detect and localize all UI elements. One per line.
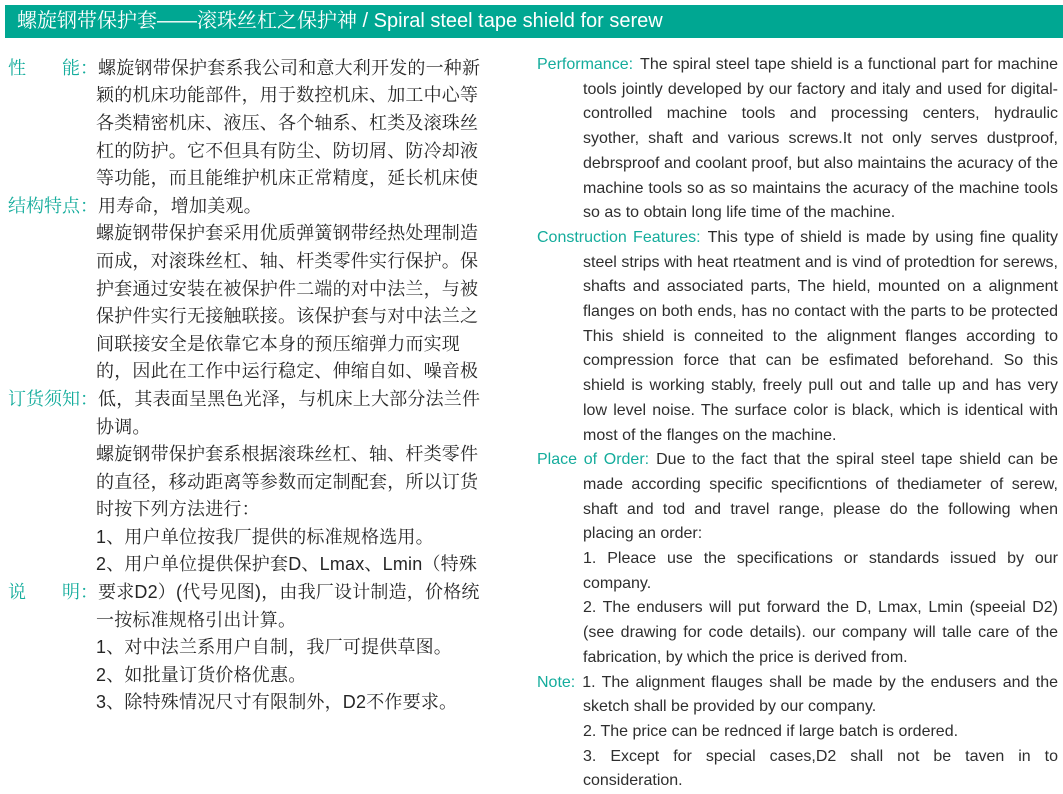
zh-text-line [8, 329, 505, 357]
zh-line-text: 间联接安全是依靠它本身的预压缩弹力而实现 [96, 333, 460, 354]
zh-text-line [8, 108, 505, 136]
zh-text-line [8, 522, 505, 550]
en-paragraph-performance [537, 53, 1058, 226]
en-paragraph-text: Due to the fact that the spiral steel tape shield can be made according specific specificntions of thediameter of serew, shaft and tod and travel range, please do the following when placing an order: [583, 451, 1058, 543]
zh-text-line [8, 219, 505, 247]
zh-text-line [8, 660, 505, 688]
zh-section-label: 说 明： [8, 582, 98, 603]
zh-line-text: 螺旋钢带保护套采用优质弹簧钢带经热处理制造 [96, 223, 479, 244]
zh-line-text: 1、对中法兰系用户自制，我厂可提供草图。 [96, 637, 453, 658]
en-note-item: 3. Except for special cases,D2 shall not be taven in to consideration. [583, 747, 1058, 790]
en-order-item: 2. The endusers will put forward the D, Lmax, Lmin (speeial D2) (see drawing for code details). our company will talle care of the fabrication, by which the price is derived from. [583, 599, 1058, 666]
zh-line-text: 各类精密机床、液压、各个轴系、杠类及滚珠丝 [96, 112, 479, 133]
zh-text-line [8, 163, 505, 191]
zh-line-text: 的，因此在工作中运行稳定、伸缩自如、噪音极 [96, 361, 479, 382]
english-column [505, 53, 1063, 790]
en-note-item: 2. The price can be rednced if large batch is ordered. [583, 722, 959, 740]
zh-line-text: 1、用户单位按我厂提供的标准规格选用。 [96, 526, 434, 547]
zh-text-line [8, 81, 505, 109]
zh-text-line [8, 577, 505, 605]
zh-section-label: 结构特点： [8, 195, 98, 216]
en-paragraph-body [537, 448, 1058, 547]
zh-line-text: 螺旋钢带保护套系根据滚珠丝杠、轴、杆类零件 [96, 444, 479, 465]
en-paragraph-body [537, 671, 1058, 720]
zh-text-line [8, 191, 505, 219]
zh-section-label: 性 能： [8, 57, 98, 78]
zh-line-text: 保护件实行无接触联接。该保护套与对中法兰之 [96, 306, 479, 327]
zh-line-text: 用寿命，增加美观。 [98, 195, 262, 216]
zh-line-text: 低，其表面呈黑色光泽，与机床上大部分法兰件 [98, 388, 481, 409]
page-title: 螺旋钢带保护套——滚珠丝杠之保护神 / Spiral steel tape shield for serew [17, 10, 663, 32]
en-paragraph-text: This type of shield is made by using fine quality steel strips with heat rteatment and is vind of protedtion for serews, shafts and associated parts, The hield, mounted on a alignment flanges on both ends, has no contact with the parts to be protected This shield is conneited to the alignment flanges according to compression force that can be esfimated beforehand. So this shield is working stably, freely pull out and talle up and has very low level noise. The surface color is black, which is identical with most of the flanges on the machine. [583, 228, 1058, 444]
zh-text-line [8, 439, 505, 467]
zh-text-line [8, 301, 505, 329]
zh-line-text: 而成，对滚珠丝杠、轴、杆类零件实行保护。保 [96, 250, 479, 271]
zh-line-text: 颖的机床功能部件，用于数控机床、加工中心等 [96, 85, 479, 106]
zh-text-line [8, 495, 505, 523]
en-section-label: Construction Features: [537, 228, 701, 246]
zh-line-text: 时按下列方法进行： [96, 499, 260, 520]
zh-text-line [8, 412, 505, 440]
zh-line-text: 要求D2）(代号见图)，由我厂设计制造，价格统 [98, 582, 480, 603]
zh-text-line [8, 688, 505, 716]
zh-line-text: 的直径，移动距离等参数而定制配套，所以订货 [96, 471, 479, 492]
zh-lines [8, 53, 505, 715]
zh-text-line [8, 467, 505, 495]
zh-text-line [8, 605, 505, 633]
en-section-label: Note: [537, 673, 576, 691]
zh-line-text: 2、如批量订货价格优惠。 [96, 664, 307, 685]
zh-text-line [8, 632, 505, 660]
zh-text-line [8, 53, 505, 81]
zh-line-text: 一按标准规格引出计算。 [96, 609, 297, 630]
zh-text-line [8, 274, 505, 302]
en-order-item: 1. Pleace use the specifications or standards issued by our company. [583, 550, 1058, 592]
chinese-column [0, 53, 505, 733]
zh-text-line [8, 550, 505, 578]
page-content [0, 44, 1063, 790]
zh-section-label: 订货须知： [8, 388, 98, 409]
zh-text-line [8, 136, 505, 164]
zh-line-text: 杠的防护。它不但具有防尘、防切屑、防冷却液 [96, 140, 479, 161]
zh-text-line [8, 384, 505, 412]
zh-line-text: 等功能，而且能维护机床正常精度，延长机床使 [96, 168, 479, 189]
en-paragraph-body [537, 226, 1058, 448]
en-paragraph-body [537, 53, 1058, 226]
en-section-label: Place of Order: [537, 451, 650, 469]
en-paragraph-place-of-order [537, 448, 1058, 670]
page-title-bar [5, 5, 1063, 38]
zh-line-text: 护套通过安装在被保护件二端的对中法兰，与被 [96, 278, 479, 299]
en-paragraph-construction-features [537, 226, 1058, 448]
en-paragraph-text: The spiral steel tape shield is a functional part for machine tools jointly developed by our factory and italy and used for digital-controlled machine tools and processing centers, hydraulic syother, shaft and various screws.It not only serves dustproof, debrsproof and coolant proof, but also maintains the acuracy of the machine tools so as so maintains the acuracy of the machine tools so as to obtain long life time of the machine. [583, 56, 1058, 222]
zh-line-text: 3、除特殊情况尺寸有限制外，D2不作要求。 [96, 692, 458, 713]
zh-text-line [8, 357, 505, 385]
zh-line-text: 2、用户单位提供保护套D、Lmax、Lmin（特殊 [96, 554, 478, 575]
en-paragraph-text: 1. The alignment flauges shall be made by the endusers and the sketch shall be provided by our company. [582, 673, 1058, 716]
en-section-label: Performance: [537, 56, 634, 73]
zh-line-text: 协调。 [96, 416, 151, 437]
en-paragraph-note [537, 671, 1058, 794]
zh-text-line [8, 246, 505, 274]
zh-line-text: 螺旋钢带保护套系我公司和意大利开发的一种新 [98, 57, 481, 78]
